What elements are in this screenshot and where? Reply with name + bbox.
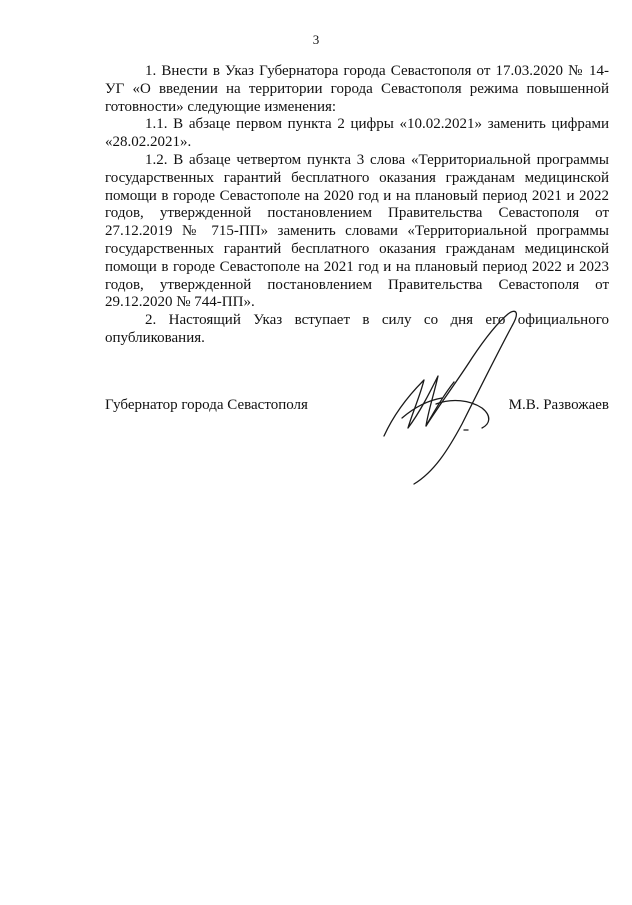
handwritten-signature bbox=[372, 296, 542, 486]
paragraph-1-1: 1.1. В абзаце первом пункта 2 цифры «10.02.2021» заменить цифрами «28.02.2021». bbox=[105, 116, 609, 151]
paragraph-2: 2. Настоящий Указ вступает в силу со дня его официального опубликования. bbox=[105, 312, 609, 346]
paragraph-1: 1. Внести в Указ Губернатора города Севастополя от 17.03.2020 № 14-УГ «О введении на территории города Севастополя режима повышенной готовности» следующие изменения: bbox=[105, 63, 609, 115]
page-number: 3 bbox=[312, 32, 320, 47]
signatory-name: М.В. Развожаев bbox=[508, 397, 609, 413]
paragraph-1-2: 1.2. В абзаце четвертом пункта 3 слова «Территориальной программы государственных гарантий бесплатного оказания гражданам медицинской помощи в городе Севастополе на 2020 год и на плановый период 2021 и 2022 годов, утвержденной постановлением Правительства Севастополя от 27.12.2019 № 715-ПП» заменить словами «Территориальной программы государственных гарантий бесплатного оказания гражданам медицинской помощи в городе Севастополе на 2021 год и на плановый период 2022 и 2023 годов, утвержденной постановлением Правительства Севастополя от 29.12.2020 № 744-ПП». bbox=[105, 151, 609, 311]
signatory-title: Губернатор города Севастополя bbox=[105, 397, 308, 413]
